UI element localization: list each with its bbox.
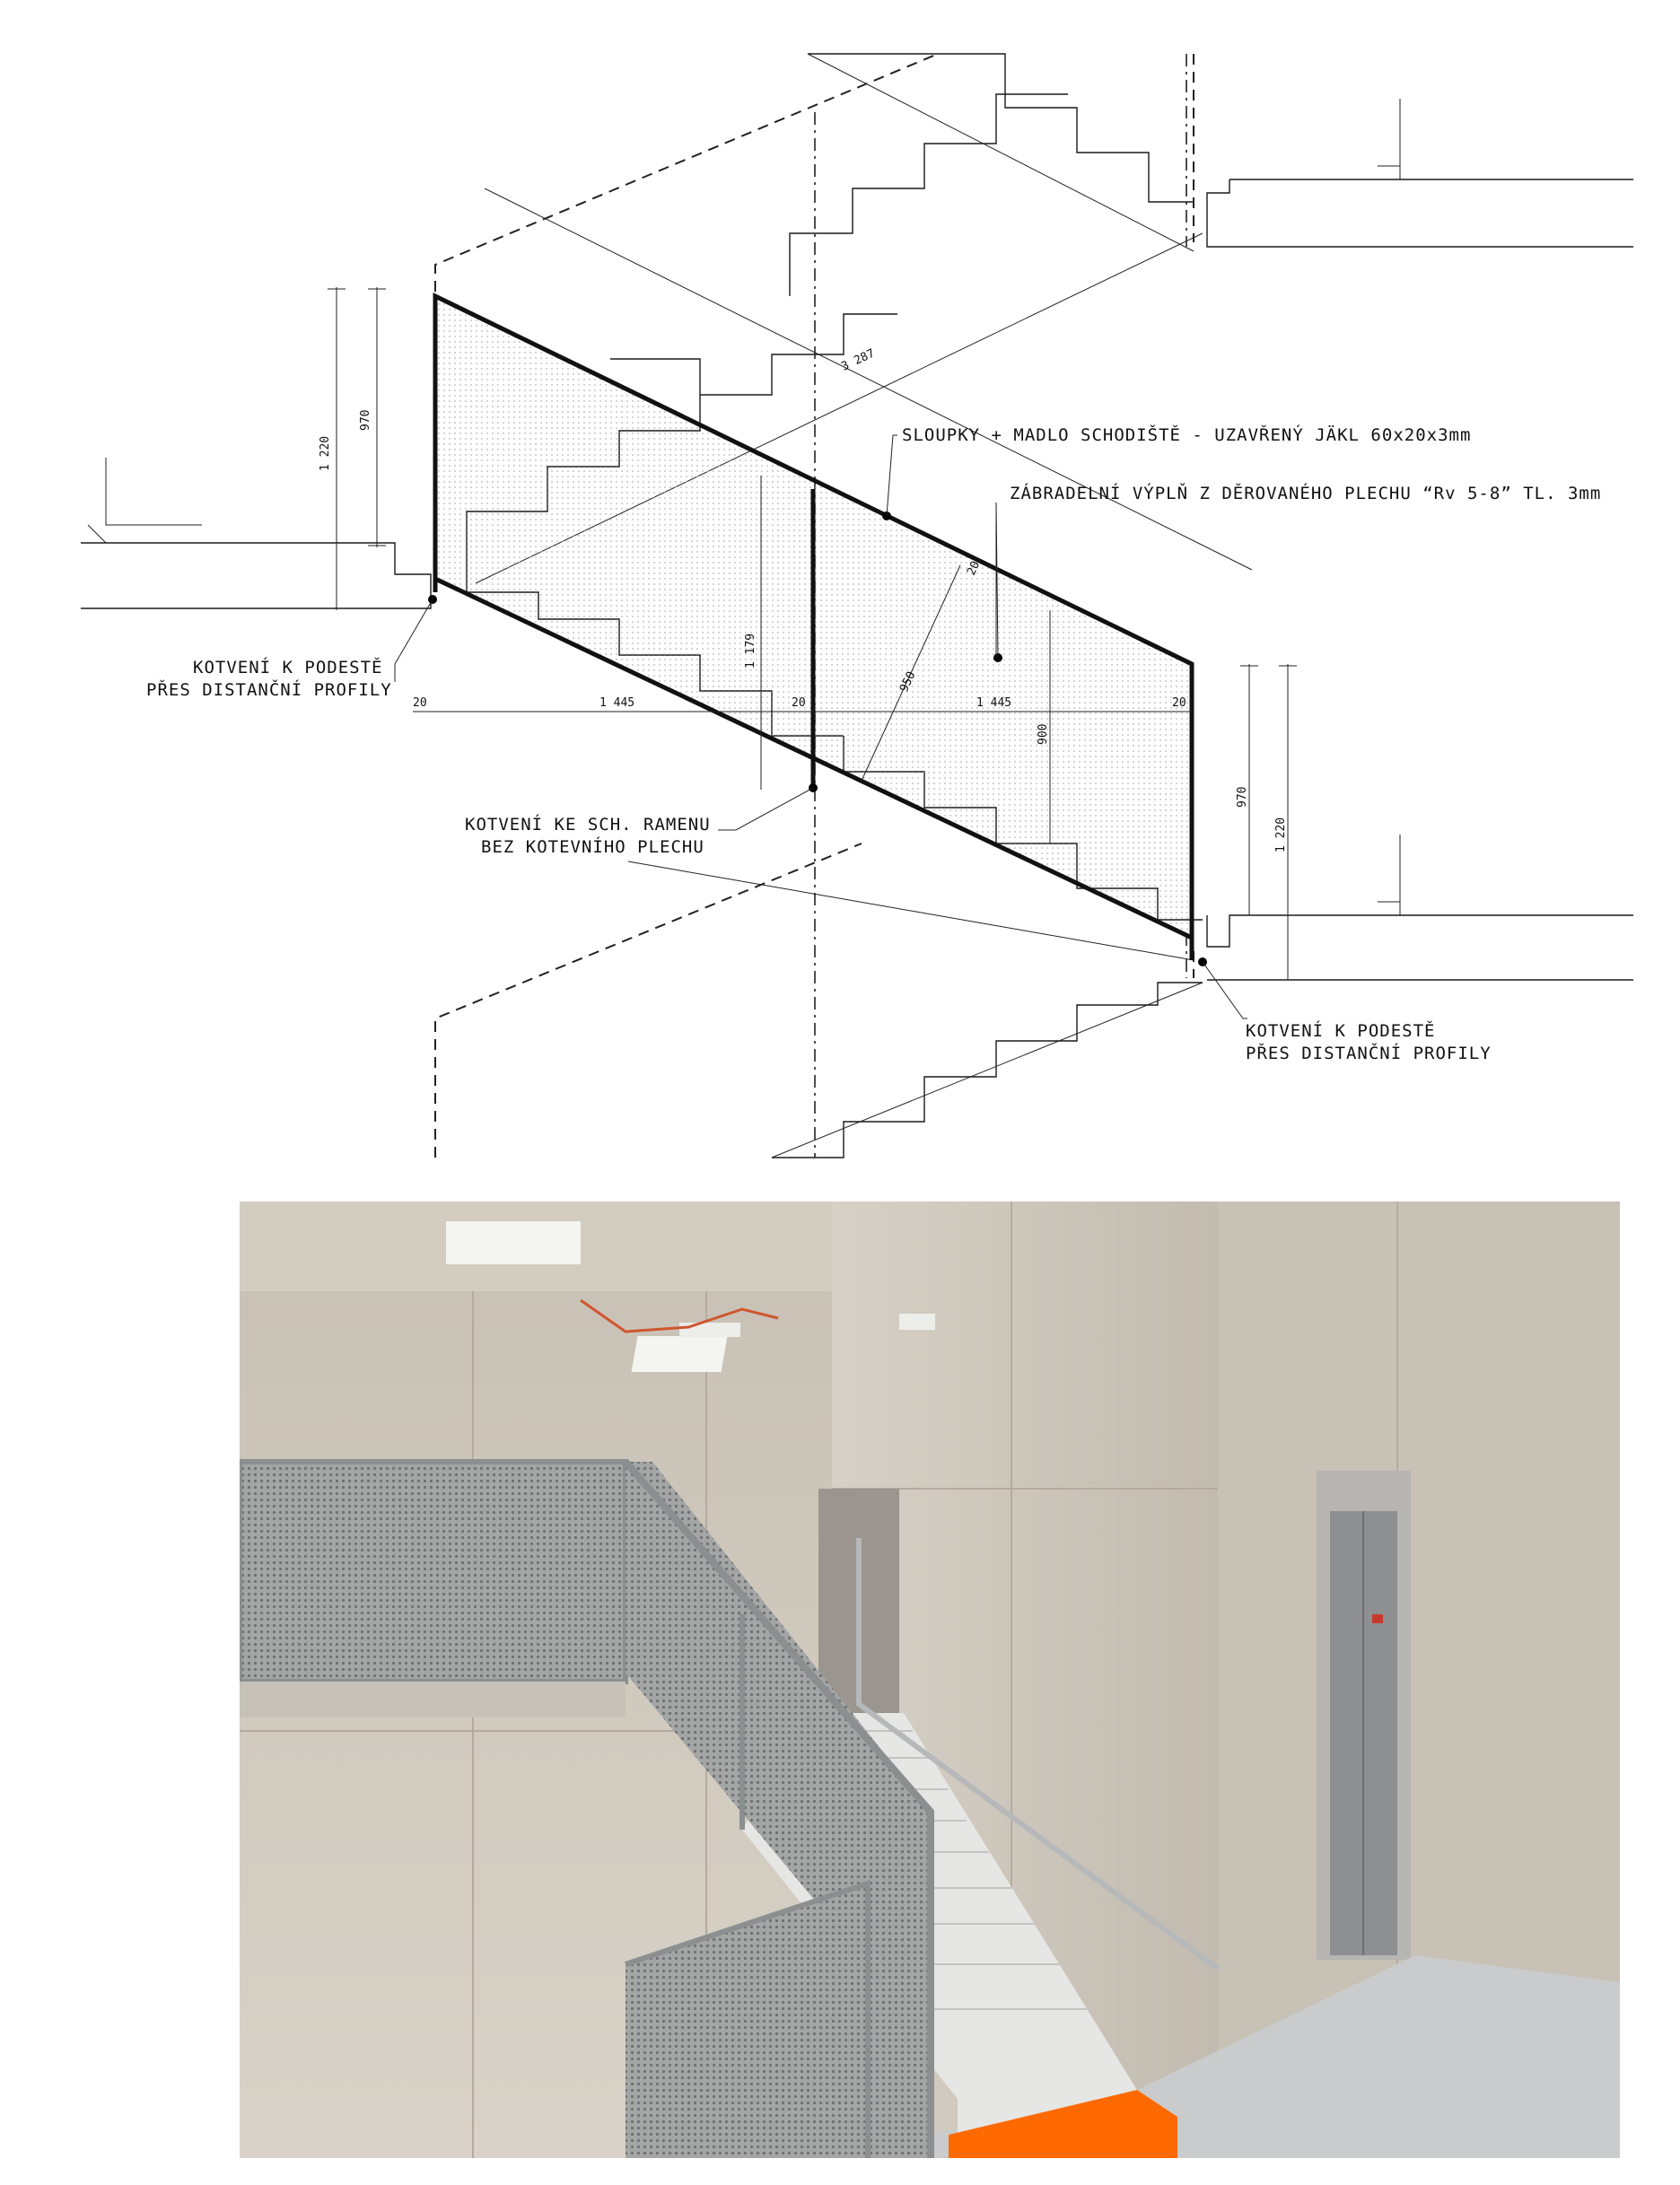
dim-3287: 3 287 [839,346,878,374]
dim-1445-b: 1 445 [976,696,1012,710]
staircase-photo [240,1202,1620,2158]
railing-panel [428,296,1207,966]
dim-20-diagonal: 20 [965,559,984,578]
note-kotveni-rameno-2: BEZ KOTEVNÍHO PLECHU [481,837,704,857]
dim-1220-right: 1 220 [1274,817,1288,852]
note-kotveni-podeste-right-1: KOTVENÍ K PODESTĚ [1246,1021,1436,1041]
dim-900: 900 [1037,723,1050,745]
dim-1445-a: 1 445 [599,696,635,710]
dim-20-c: 20 [1172,696,1186,710]
dim-20-a: 20 [413,696,427,710]
note-kotveni-podeste-left-1: KOTVENÍ K PODESTĚ [193,658,383,677]
note-kotveni-rameno-1: KOTVENÍ KE SCH. RAMENU [465,815,711,835]
note-kotveni-podeste-right-2: PŘES DISTANČNÍ PROFILY [1246,1044,1492,1063]
dim-970-right: 970 [1236,786,1249,808]
dim-1179: 1 179 [744,633,757,669]
dim-970-left: 970 [359,409,372,431]
dim-1220-left: 1 220 [319,435,332,471]
dim-20-b: 20 [792,696,806,710]
note-kotveni-podeste-left-2: PŘES DISTANČNÍ PROFILY [146,680,392,700]
note-vypln: ZÁBRADELNÍ VÝPLŇ Z DĚROVANÉHO PLECHU “Rv 5-8” TL. 3mm [1010,484,1602,503]
dim-950: 950 [897,669,919,695]
note-sloupky: SLOUPKY + MADLO SCHODIŠTĚ - UZAVŘENÝ JÄKL 60x20x3mm [902,425,1472,445]
